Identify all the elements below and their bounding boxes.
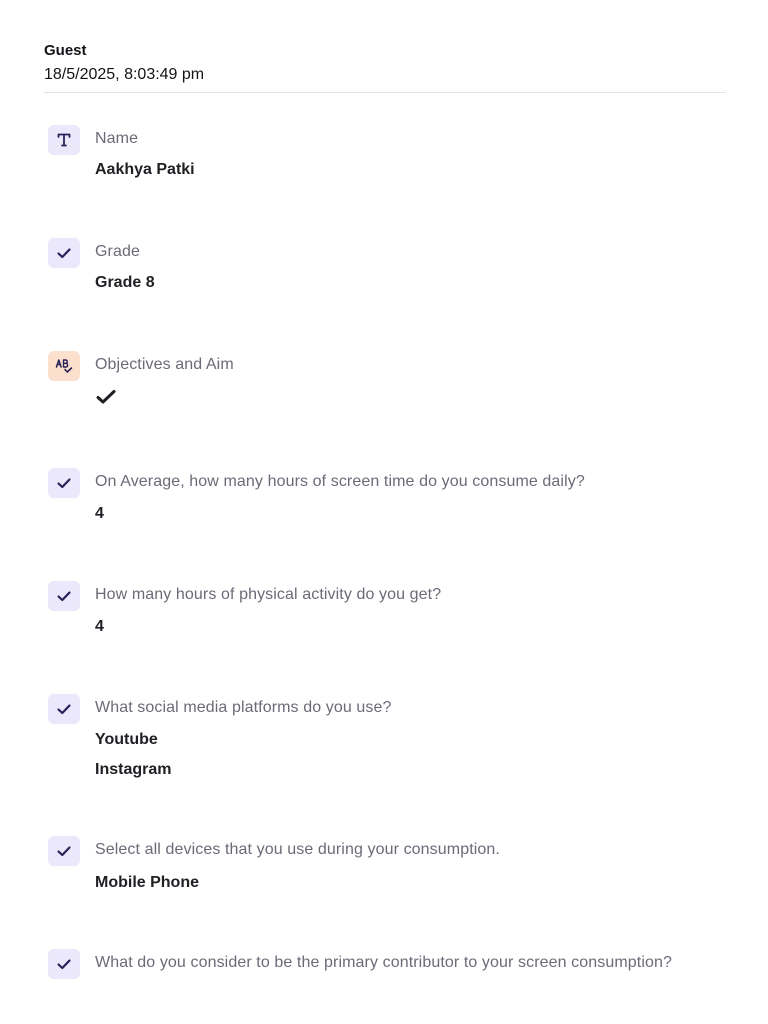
submission-header [44, 41, 726, 93]
question-label: How many hours of physical activity do you get? [95, 586, 442, 603]
answer-value: Aakhya Patki [95, 161, 195, 178]
checkbox-type-icon [48, 468, 80, 498]
question-label: Select all devices that you use during your consumption. [95, 841, 500, 858]
question-label: Name [95, 130, 139, 147]
answer-value: Grade 8 [95, 274, 155, 291]
question-label: What do you consider to be the primary contributor to your screen consumption? [95, 954, 672, 971]
checkbox-type-icon [48, 836, 80, 866]
submission-timestamp: 18/5/2025, 8:03:49 pm [44, 66, 205, 83]
answer-value: 4 [95, 505, 104, 522]
question-label: On Average, how many hours of screen time do you consume daily? [95, 473, 585, 490]
answer-value: Instagram [95, 761, 172, 778]
checkbox-type-icon [48, 238, 80, 268]
statement-type-icon [48, 351, 80, 381]
text-type-icon [48, 125, 80, 155]
answer-value: Youtube [95, 731, 158, 748]
answer-value: Mobile Phone [95, 874, 199, 891]
checkbox-type-icon [48, 949, 80, 979]
question-label: What social media platforms do you use? [95, 699, 392, 716]
question-label: Objectives and Aim [95, 356, 234, 373]
answer-value: 4 [95, 618, 104, 635]
checkbox-type-icon [48, 694, 80, 724]
checkmark-icon [96, 389, 116, 405]
checkbox-type-icon [48, 581, 80, 611]
question-label: Grade [95, 243, 140, 260]
respondent-name: Guest [44, 42, 87, 59]
